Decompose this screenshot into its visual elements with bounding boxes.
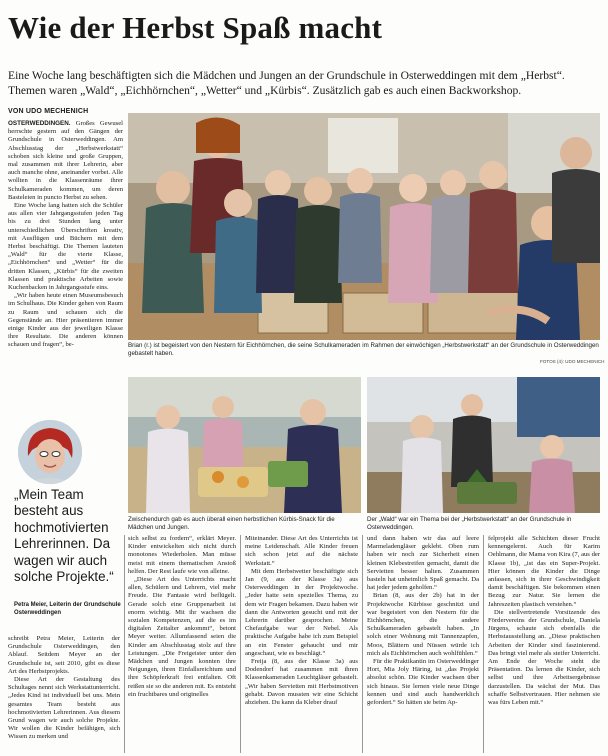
body-column-5: [488, 535, 600, 754]
body-paragraph: Diese Art der Gestaltung des Schultages nennt sich Werkstattunterricht. „Jedes Kind ist individuell bei uns. Mein gesamtes Team besteht aus hochmotivierten Lehrerinnen. Aus diesem Grund wagen wir auch solche Projekte. Wir wollen die Kinder befähigen, sich Wissen zu merken und: [8, 676, 120, 741]
body-paragraph: und dann haben wir das auf leere Marmeladengläser geklebt. Oben rum haben wir noch zur Sicherheit einen kleinen Klebestreifen gemacht, damit die Servietten besser halten. Zusammen basteln hat unheimlich Spaß gemacht. Da hat jeder jedem geholfen.“: [367, 535, 479, 592]
body-column-2: [128, 535, 236, 754]
body-paragraph: Für die Praktikantin im Osterweddinger Hort, Mia Joly Häring, ist „das Projekt absolut schön. Die Kinder wachsen über sich hinaus. Sie lernen viele neue Dinge kennen und sind auch handwerklich gefordert.“ So hätten sie beim Ap-: [367, 658, 479, 707]
body-paragraph: felprojekt alle Schichten dieser Frucht kennengelernt. Auch für Karim Oehlmann, die Mama von Kira (7, aus der Klasse 1b), „ist das ein Super-Projekt. Hier können die Kinder die Dinge anfassen, sich in ihrer Geschwindigkeit damit beschäftigen. Sie bekommen einen Bezug zur Natur. Sie lernen die Jahreszeiten plastisch verstehen.“: [488, 535, 600, 608]
quote-portrait: [18, 420, 82, 484]
quote-attribution: [14, 602, 122, 617]
body-column-4: [367, 535, 479, 754]
lead-dateline: OSTERWEDDINGEN.: [8, 120, 71, 127]
left-paragraph-1: Großes Gewusel herrschte gestern auf den Gängen der Grundschule in Osterweddingen. Am Abschlusstag der „Herbstwerkstatt“ schoben sich kleine und große Gruppen, mal zusammen mit ihrer Lehrerin, aber auch manche ohne, aneinander vorbei. Alle wollten in die Klassenräume ihrer Schulkameraden kommen, um deren Basteleien in puncto Herbst zu sehen.: [8, 120, 123, 201]
body-paragraph: „Diese Art des Unterrichts macht allen, Schülern und Lehrern, viel mehr Freude. Die Fantasie wird beflügelt. Gerade solch eine Gruppenarbeit ist enorm wichtig. Mit ihr wachsen die sozialen Kompetenzen, auf die es im digitalen Zeitalter ankommt“, betont Meyer weiter. Allumfassend seien die Kinder am Abschlusstag stolz auf ihre Leistungen. „Die Freigeister unter den Mädchen und Jungen konnten ihre Neigungen, ihren Einfallsreichtum und ihre Schöpferkraft frei entfalten. Oft reißen sie so die anderen mit. Es entsteht ein fruchtbares und originelles: [128, 576, 236, 698]
column-rule: [362, 535, 363, 753]
main-photo: [128, 113, 600, 340]
column-rule: [483, 535, 484, 753]
pull-quote: „Mein Team besteht aus hochmotivierten Lehrerinnen. Da wagen wir auch solche Projekte.“: [14, 487, 114, 585]
column-rule: [240, 535, 241, 753]
body-paragraph: Miteinander. Diese Art des Unterrichts ist meine Leidenschaft. Alle Kinder freuen sich schon jetzt auf die nächste Werkstatt.“: [245, 535, 358, 567]
left-paragraph-2: Eine Woche lang hatten sich die Schüler aus allen vier Jahrgangsstufen jeden Tag bis zu drei Stunden lang unter unterschiedlichen Überschriften kreativ, mit Ausflügen und Büchern mit dem Herbst beschäftigt. Die Themen lauteten „Wald“ für die vierte Klasse, „Eichhörnchen“ und „Wetter“ für die dritten Klassen, „Kürbis“ für die zweiten Klassen und praktische Arbeiten sowie Kuchenbacken in Jahrgangsstufe eins.: [8, 202, 123, 292]
forest-photo-caption: Der „Wald“ war ein Thema bei der „Herbstwerkstatt“ an der Grundschule in Osterweddingen.: [367, 516, 572, 531]
snack-photo: [128, 377, 361, 513]
left-text-column: [8, 120, 123, 412]
body-paragraph: Brian (8, aus der 2b) hat in der Projektwoche Kürbisse geschnitzt und war begeistert von den Nestern für die Eichhörnchen, die andere Schulkameraden gebastelt haben. „In solch einer Wohnung mit Tannenzapfen, Moos, Blättern und Nüssen würde ich mich als Eichhörnchen auch wohlfühlen.“: [367, 592, 479, 657]
subheadline: Eine Woche lang beschäftigten sich die Mädchen und Jungen an der Grundschule in Osterweddingen mit dem „Herbst“. Themen waren „Wald“, „Eichhörnchen“, „Wetter“ und „Kürbis“. Zusätzlich gab es auch einen Backworkshop.: [8, 69, 565, 97]
column-rule: [124, 535, 125, 753]
body-paragraph: sich selbst zu fordern“, erklärt Meyer. Kinder entwickelten sich nicht durch monotones Wiederholen. Man müsse meist mit einem thematischen Anstoß helfen. Der Rest laufe wie von alleine.: [128, 535, 236, 575]
main-photo-caption: Brian (r.) ist begeistert von den Nestern für Eichhörnchen, die seine Schulkameraden im Rahmen der einwöchigen „Herbstwerkstatt“ an der Grundschule in Osterweddingen gebastelt haben.: [128, 342, 599, 357]
body-paragraph: Die stellvertretende Vorsitzende des Fördervereins der Grundschule, Daniela Jürgens, schaute sich ebenfalls die Herbstausstellung an. „Diese praktischen Arbeiten der Kinder sind faszinierend. Das bringt viel mehr als steifer Unterricht. Am Ende der Woche steht die Präsentation. Da lernen die Kinder, sich selbst und ihre Arbeitsergebnisse darzustellen. Da wächst der Mut. Das schaffe Selbstvertrauen. Hier nehmen sie was fürs Leben mit.“: [488, 608, 600, 707]
body-column-1: [8, 635, 120, 754]
body-column-3: [245, 535, 358, 754]
forest-photo: [367, 377, 600, 513]
quote-author: Petra Meier, Leiterin der Grundschule Osterweddingen: [14, 602, 121, 616]
byline: VON UDO MECHENICH: [8, 108, 89, 115]
body-paragraph: Mit dem Herbstwetter beschäftigte sich Jan (9, aus der Klasse 3a) aus Osterweddingen in der Projektwoche. „Jeder hatte sein spezielles Thema, zu dem wir Fragen bekamen. Dazu haben wir dann die Antworten gesucht und mit der Lehrerin darüber gesprochen. Meine Chefaufgabe war der Nebel. Als praktische Aufgabe habe ich zum Beispiel an ein Fenster gehaucht und mir angeschaut, wie es beschlägt.“: [245, 567, 358, 657]
headline: Wie der Herbst Spaß macht: [8, 10, 383, 45]
body-paragraph: schreibt Petra Meier, Leiterin der Grundschule Osterweddingen, den Ablauf. Seitdem Meyer an der Grundschule ist, seit 2010, gibt es diese Art des Herbstprojekts.: [8, 635, 120, 675]
photo-credit: FOTOS (4): UDO MECHENICH: [540, 359, 605, 364]
left-paragraph-3: „Wir haben heute einen Museumsbesuch im Schulhaus. Die Kinder gehen von Raum zu Raum und schauen sich die Gegenstände an. Hier präsentieren immer einige Kinder aus der jeweiligen Klasse ihre Resultate. Die anderen können schauen und fragen“, be-: [8, 292, 123, 349]
body-paragraph: Freija (8, aus der Klasse 3a) aus Dodendorf hat zusammen mit ihren Klassenkameraden Leuchtgläser gebastelt. „Wir haben Servietten mit Herbstmotiven gehabt. Davon mussten wir eine Schicht abziehen. Du kann da Kleber drauf: [245, 658, 358, 707]
snack-photo-caption: Zwischendurch gab es auch überall einen herbstlichen Kürbis-Snack für die Mädchen und Jungen.: [128, 516, 335, 531]
